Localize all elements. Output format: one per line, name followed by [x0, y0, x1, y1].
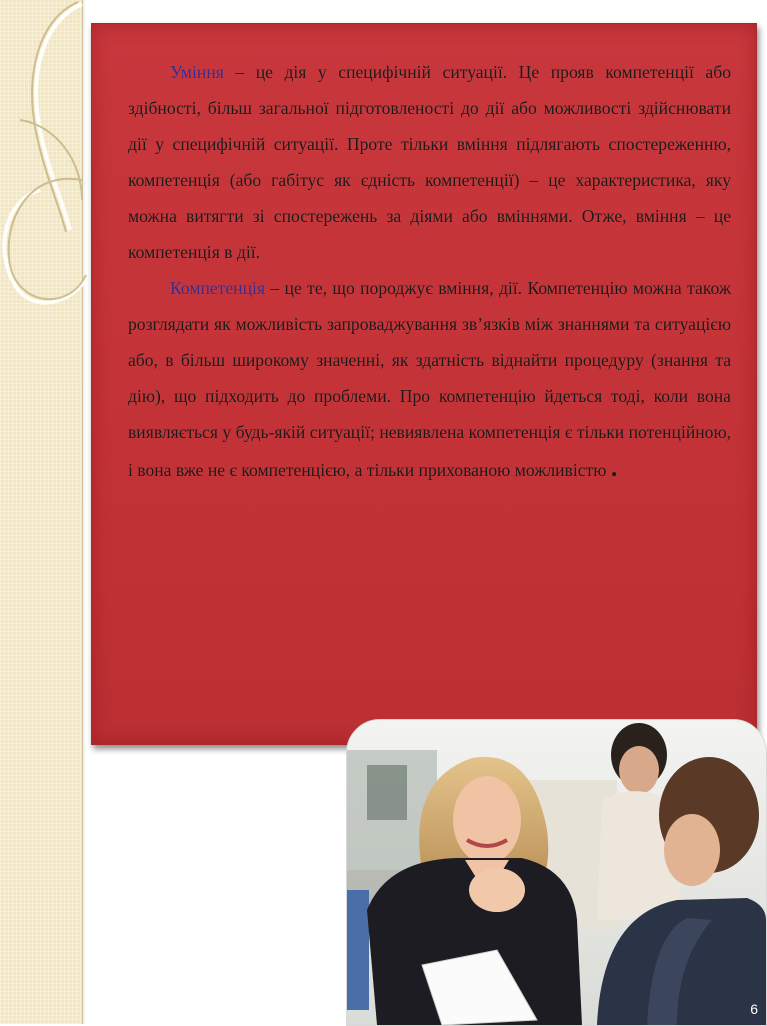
term-skill: Уміння	[170, 62, 224, 82]
paragraph-competence-text: – це те, що породжує вміння, дії. Компетенцію можна також розглядати як можливість запроваджування зв’язків між знаннями та ситуацією або, в більш широкому значенні, як здатність віднайти процедуру (знання та дію), що підходить до проблеми. Про компетенцію йдеться тоді, коли вона виявляється у будь-якій ситуації; невиявлена компетенція є тільки потенційною, і вона вже не є компетенцією, а тільки прихованою можливістю	[128, 278, 731, 480]
interview-photo	[346, 719, 767, 1026]
paragraph-skill	[128, 54, 731, 270]
term-competence: Компетенція	[170, 278, 265, 298]
interview-photo-illustration	[347, 720, 766, 1025]
panel-body-text	[128, 54, 731, 488]
paragraph-skill-text: – це дія у специфічній ситуації. Це прояв компетенції або здібності, більш загальної підготовленості до дії або можливості здійснювати дії у специфічній ситуації. Проте тільки вміння підлягають спостереженню, компетенція (або габітус як єдність компетенції) – це характеристика, яку можна витягти зі спостережень за діями або вміннями. Отже, вміння – це компетенція в дії.	[128, 62, 731, 262]
paragraph-competence	[128, 270, 731, 488]
paragraph-ending-dot: .	[610, 453, 618, 482]
page-number: 6	[750, 1001, 758, 1017]
text-panel	[91, 23, 757, 745]
